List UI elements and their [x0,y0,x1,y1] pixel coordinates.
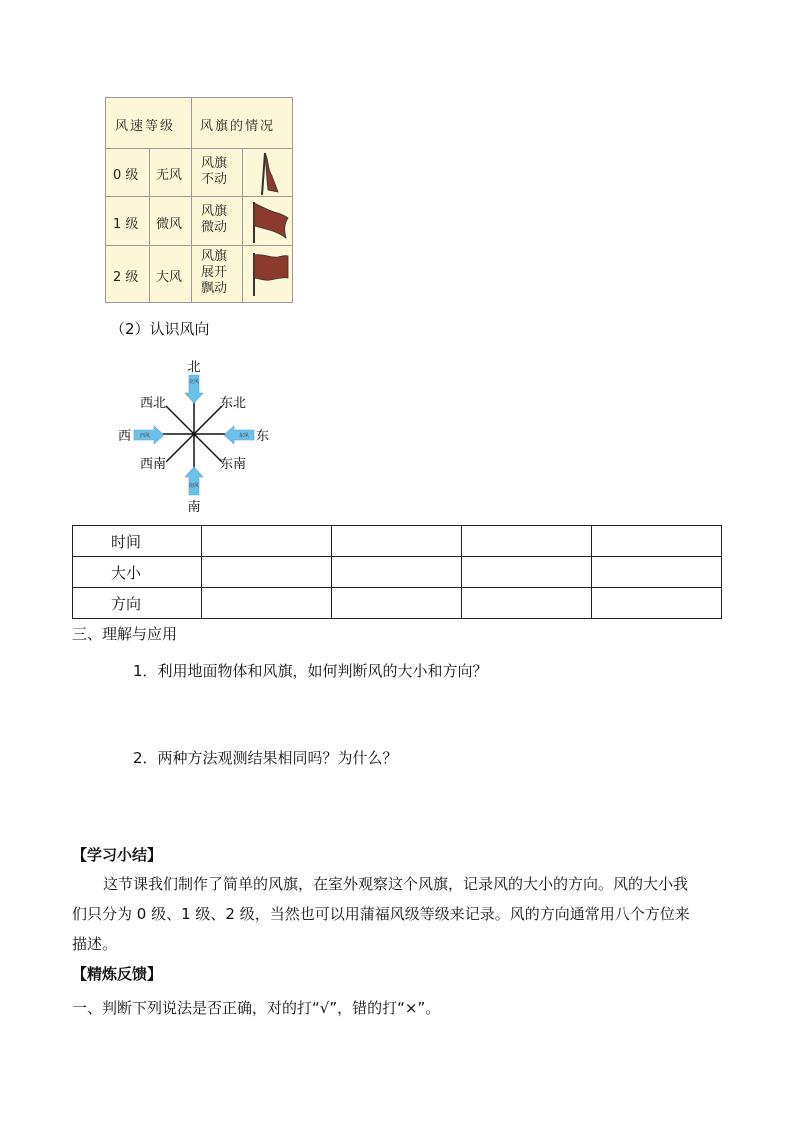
level-name-cell: 大风 [156,270,183,285]
question-2: 2．两种方法观测结果相同吗？为什么？ [133,749,398,767]
flag-state-line: 风旗 [201,156,228,171]
flag-state-line: 微动 [201,220,228,235]
table-row [73,557,722,588]
summary-line: 们只分为 0 级、1 级、2 级，当然也可以用蒲福风级等级来记录。风的方向通常用八个方位来 [72,905,690,923]
header-wind-level: 风速等级 [115,119,176,134]
summary-title: 【学习小结】 [72,846,163,864]
flag-slight-wave-icon [248,198,292,244]
table-cell[interactable] [462,526,592,557]
row-label-size: 大小 [73,557,202,588]
direction-northwest: 西北 [140,396,167,411]
direction-north: 北 [187,360,201,375]
table-row [73,588,722,619]
flag-state-line: 风旗 [201,249,228,264]
section-title-application: 三、理解与应用 [72,625,178,643]
direction-east: 东 [256,429,270,444]
south-wind-arrow-icon [185,467,203,495]
table-cell[interactable] [592,588,722,619]
grid-line [191,98,192,302]
flag-state-line: 不动 [201,172,228,187]
direction-west: 西 [118,429,132,444]
grid-line [242,148,243,302]
flag-state-cell [201,249,227,297]
west-wind-arrow-label: 西风 [139,433,151,439]
section-title-wind-direction: （2）认识风向 [110,320,210,338]
direction-south: 南 [187,500,201,515]
feedback-instruction: 一、判断下列说法是否正确，对的打“√”，错的打“×”。 [72,999,441,1017]
table-cell[interactable] [202,526,332,557]
east-wind-arrow-label: 东风 [238,433,250,439]
flag-still-icon [256,150,286,196]
direction-southeast: 东南 [220,457,247,472]
wind-direction-compass [110,355,280,515]
table-cell[interactable] [332,588,462,619]
direction-southwest: 西南 [140,457,167,472]
observation-record-table [72,525,722,619]
south-wind-arrow-label: 南风 [188,483,200,489]
table-cell[interactable] [202,588,332,619]
row-label-time: 时间 [73,526,202,557]
table-cell[interactable] [462,557,592,588]
summary-line: 这节课我们制作了简单的风旗，在室外观察这个风旗，记录风的大小的方向。风的大小我 [103,875,689,893]
grid-line [149,148,150,302]
table-cell[interactable] [202,557,332,588]
direction-northeast: 东北 [220,396,247,411]
flag-fully-flying-icon [248,250,292,298]
grid-line [106,148,292,149]
flag-state-line: 风旗 [201,204,228,219]
north-wind-arrow-icon [185,375,203,403]
table-cell[interactable] [592,526,722,557]
row-label-direction: 方向 [73,588,202,619]
east-wind-arrow-icon [224,426,254,444]
summary-line: 描述。 [72,935,118,953]
grid-line [106,245,292,246]
table-cell[interactable] [332,557,462,588]
north-wind-arrow-label: 北风 [188,379,200,385]
header-flag-state: 风旗的情况 [200,119,276,134]
question-1: 1．利用地面物体和风旗，如何判断风的大小和方向？ [133,662,488,680]
west-wind-arrow-icon [134,426,164,444]
flag-state-cell [201,204,227,236]
feedback-title: 【精炼反馈】 [72,965,163,983]
table-cell[interactable] [462,588,592,619]
table-row [73,526,722,557]
level-name-cell: 微风 [156,217,183,232]
level-cell: 1 级 [113,217,139,232]
grid-line [106,196,292,197]
wind-level-table [105,97,293,303]
flag-state-cell [201,156,227,188]
flag-state-line: 展开 [201,265,228,280]
table-cell[interactable] [592,557,722,588]
level-cell: 0 级 [113,168,139,183]
level-cell: 2 级 [113,270,139,285]
flag-state-line: 飘动 [201,281,228,296]
table-cell[interactable] [332,526,462,557]
level-name-cell: 无风 [156,168,183,183]
